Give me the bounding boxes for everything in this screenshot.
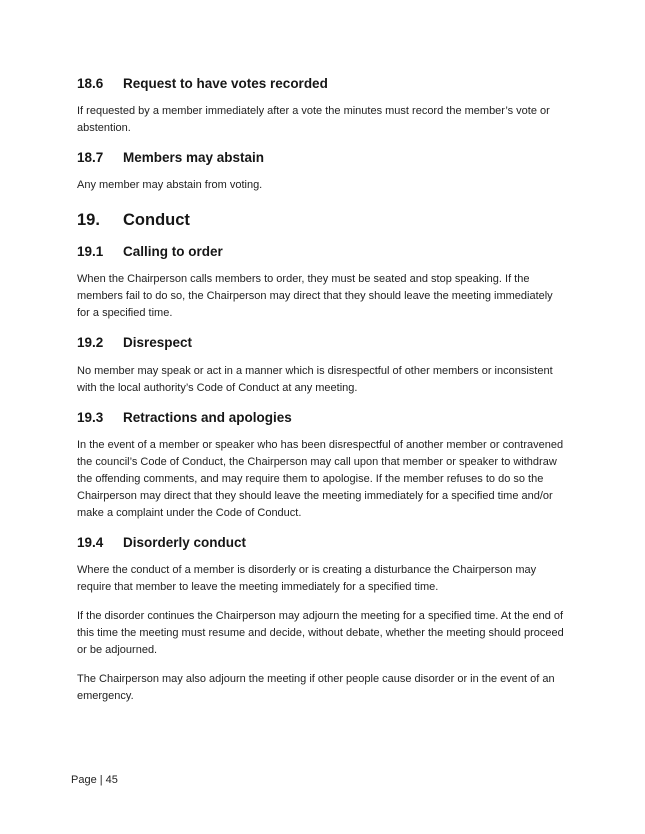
heading-text: Conduct [123,211,190,230]
heading-text: Disrespect [123,335,193,351]
heading-19-4 [77,535,568,551]
heading-18-7 [77,150,568,166]
paragraph-19-3: In the event of a member or speaker who has been disrespectful of another member or contravened the council’s Code of Conduct, the Chairperson may call upon that member or speaker to withdraw the offending comments, and may require them to apologise. If the member refuses to do so the Chairperson may direct that they should leave the meeting immediately for a specified time and/or make a complaint under the Code of Conduct. [77,438,564,519]
heading-text: Disorderly conduct [123,534,247,550]
heading-number: 19.2 [77,335,104,351]
heading-19 [77,211,568,231]
paragraph-19-1: When the Chairperson calls members to order, they must be seated and stop speaking. If the members fail to do so, the Chairperson may direct that they should leave the meeting immediately for a specified time. [77,273,553,320]
paragraph-18-6: If requested by a member immediately after a vote the minutes must record the member’s vote or abstention. [77,105,550,135]
heading-text: Calling to order [123,244,223,260]
heading-number: 19. [77,211,100,230]
heading-19-3 [77,410,568,426]
page-number-label: Page | 45 [71,774,118,786]
paragraph-19-2: No member may speak or act in a manner which is disrespectful of other members or inconsistent with the local authority’s Code of Conduct at any meeting. [77,364,553,394]
heading-number: 19.1 [77,244,104,260]
heading-19-2 [77,335,568,351]
heading-number: 19.3 [77,409,104,425]
document-body [77,76,568,705]
heading-number: 19.4 [77,534,104,550]
heading-text: Members may abstain [123,150,265,166]
paragraph-18-7: Any member may abstain from voting. [77,179,263,192]
paragraph-19-4-c: The Chairperson may also adjourn the meeting if other people cause disorder or in the event of an emergency. [77,672,555,702]
paragraph-19-4-b: If the disorder continues the Chairperson may adjourn the meeting for a specified time. At the end of this time the meeting must resume and decide, without debate, whether the meeting should proceed or be adjourned. [77,609,564,656]
heading-number: 18.7 [77,150,104,166]
paragraph-19-4-a: Where the conduct of a member is disorderly or is creating a disturbance the Chairperson may require that member to leave the meeting immediately for a specified time. [77,563,537,593]
heading-text: Request to have votes recorded [123,76,328,91]
heading-text: Retractions and apologies [123,409,292,425]
page-footer [71,773,118,788]
heading-18-6 [77,76,568,92]
heading-number: 18.6 [77,76,104,91]
heading-19-1 [77,244,568,260]
